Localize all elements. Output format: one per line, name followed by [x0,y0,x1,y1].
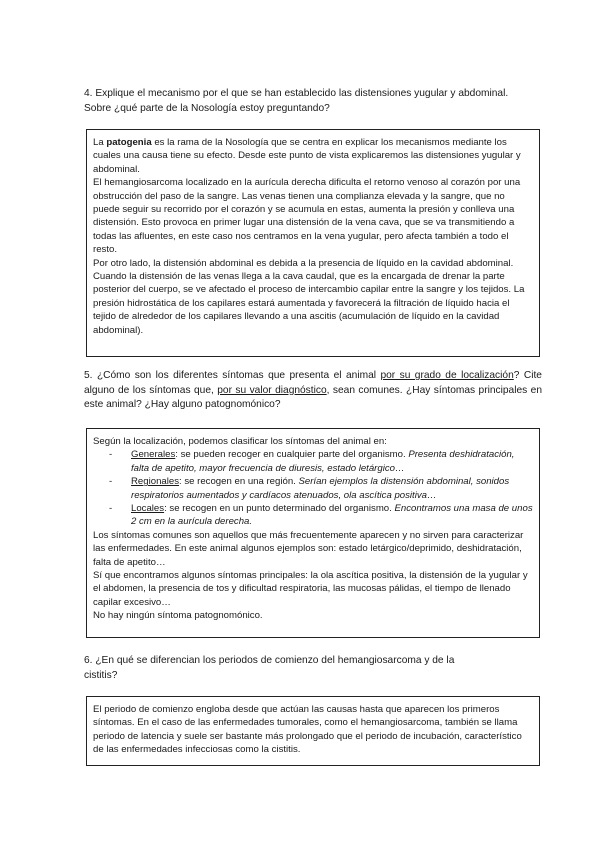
question-5-underline-localizacion: por su grado de localización [380,370,514,381]
answer-4-box [86,129,540,357]
question-6-line2: cistitis? [84,669,118,681]
answer-4-paragraph-3: Por otro lado, la distensión abdominal es debida a la presencia de líquido en la cavidad abdominal. Cuando la distensión de las venas llega a la cava caudal, que es la encargada de drenar la parte posterior del cuerpo, se ve afectado el proceso de intercambio capilar entre la sangre y los tejidos. La presión hidrostática de los capilares estará aumentada y favorecerá la filtración de líquido hacia el tejido de alrededor de los capilares llevando a una ascitis (acumulación de líquido en la cavidad abdominal). [93,257,525,336]
question-4-line1: 4. Explique el mecanismo por el que se han establecido las distensiones yugular y abdominal. [84,88,509,99]
symptom-list [93,448,534,528]
question-4 [84,87,544,116]
answer-6-text: El periodo de comienzo engloba desde que actúan las causas hasta que aparecen los primeros síntomas. En el caso de las enfermedades tumorales, como el hemangiosarcoma, también se llama periodo de latencia y suele ser bastante más prolongado que el periodo de incubación, característico de las enfermedades infecciosas como la cistitis. [93,704,522,756]
answer-5-pathognomonic: No hay ningún síntoma patognomónico. [93,610,263,622]
answer-5-main: Sí que encontramos algunos síntomas principales: la ola ascítica positiva, la distensión de la yugular y el abdomen, la presencia de tos y dificultad respiratoria, las mucosas pálidas, el tiempo de llenado capilar excesivo… [93,570,528,608]
question-6-line1: 6. ¿En qué se diferencian los periodos de comienzo del hemangiosarcoma y de la [84,655,455,666]
question-5-underline-diagnostico: por su valor diagnóstico [217,384,327,396]
question-4-line2: Sobre ¿qué parte de la Nosología estoy preguntando? [84,102,330,114]
question-6 [84,654,544,683]
list-item-generales: - Generales: se pueden recoger en cualquier parte del organismo. Presenta deshidratación, falta de apetito, mayor frecuencia de diuresis, estado letárgico… [131,448,534,475]
answer-4-intro: La patogenia es la rama de la Nosología que se centra en explicar los mecanismos mediante los cuales una causa tiene su efecto. Desde este punto de vista explicaremos las distensiones yugular y abdominal. [93,137,521,175]
answer-4-paragraph-2: El hemangiosarcoma localizado en la aurícula derecha dificulta el retorno venoso al corazón por una obstrucción del paso de la sangre. Las venas tienen una complianza elevada y la sangre, que no puede seguir su recorrido por el corazón y se acumula en estas, aumenta la presión y conlleva una distensión. Esto provoca en primer lugar una distensión de la vena cava, que se va transmitiendo a todas las afluentes, en este caso nos centramos en la vena yugular, pero afecta también a todo el resto. [93,177,521,256]
question-5: 5. ¿Cómo son los diferentes síntomas que presenta el animal por su grado de localización? Cite alguno de los síntomas que, por su valor diagnóstico, sean comunes. ¿Hay síntomas principales en este animal? ¿Hay alguno patognomónico? [84,370,542,410]
term-patogenia: patogenia [106,137,152,148]
answer-5-intro: Según la localización, podemos clasificar los síntomas del animal en: [93,436,387,447]
answer-5-common: Los síntomas comunes son aquellos que más frecuentemente aparecen y no sirven para caracterizar las enfermedades. En este animal algunos ejemplos son: estado letárgico/deprimido, deshidratación, falta de apetito… [93,529,524,568]
answer-5-box [86,428,540,638]
answer-6-box [86,696,540,766]
list-item-locales: - Locales: se recogen en un punto determinado del organismo. Encontramos una masa de unos 2 cm en la aurícula derecha. [131,502,534,529]
list-item-regionales: - Regionales: se recogen en una región. Serían ejemplos la distensión abdominal, sonidos respiratorios aumentados y cardíacos atenuados, ola ascítica positiva… [131,475,534,502]
